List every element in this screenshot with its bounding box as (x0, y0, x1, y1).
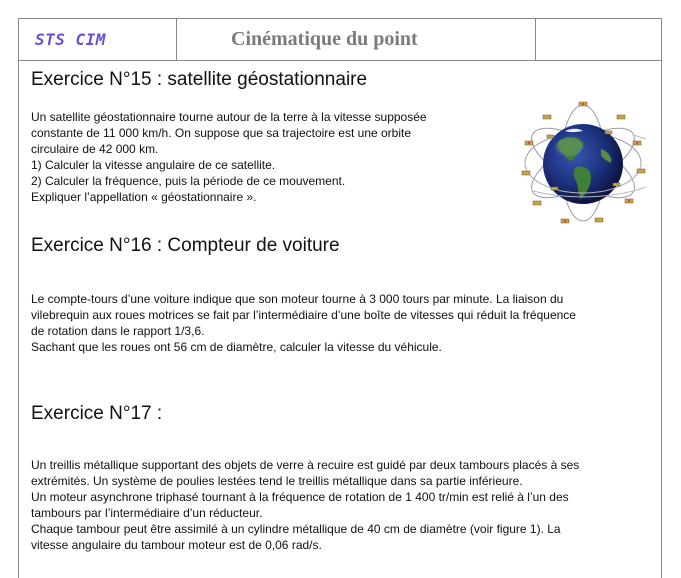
text-line: Un satellite géostationnaire tourne autour de la terre à la vitesse supposée (31, 110, 427, 124)
text-line: 1) Calculer la vitesse angulaire de ce satellite. (31, 158, 276, 172)
header-cell-course (19, 19, 177, 60)
text-line: constante de 11 000 km/h. On suppose que sa trajectoire est une orbite (31, 126, 412, 140)
document-page (18, 18, 662, 578)
text-line: vilebrequin aux roues motrices se fait par l’intermédiaire d’une boîte de vitesses qui réduit la fréquence (31, 308, 576, 322)
text-line: vitesse angulaire du tambour moteur est de 0,06 rad/s. (31, 538, 322, 552)
exercise-15-text (31, 109, 427, 205)
text-line: de rotation dans le rapport 1/3,6. (31, 324, 205, 338)
text-line: Sachant que les roues ont 56 cm de diamètre, calculer la vitesse du véhicule. (31, 340, 442, 354)
course-label: STS CIM (35, 30, 106, 49)
text-line: Un treillis métallique supportant des objets de verre à recuire est guidé par deux tambours placés à ses (31, 458, 580, 472)
satellite-constellation-globe-icon (521, 101, 646, 226)
text-line: extrémités. Un système de poulies lestées tend le treillis métallique dans sa partie inférieure. (31, 474, 523, 488)
text-line: 2) Calculer la fréquence, puis la période de ce mouvement. (31, 174, 346, 188)
exercise-16-title: Exercice N°16 : Compteur de voiture (31, 235, 340, 256)
exercise-17-text (31, 457, 579, 553)
exercise-17-title: Exercice N°17 : (31, 403, 163, 424)
globe-illustration (521, 101, 646, 226)
header-cell-empty (536, 19, 661, 60)
text-line: Expliquer l’appellation « géostationnaire ». (31, 190, 257, 204)
exercise-15-title: Exercice N°15 : satellite géostationnaire (31, 69, 368, 90)
document-title: Cinématique du point (231, 28, 418, 50)
text-line: Un moteur asynchrone triphasé tournant à la fréquence de rotation de 1 400 tr/min est relié à l’un des (31, 490, 569, 504)
text-line: Chaque tambour peut être assimilé à un cylindre métallique de 40 cm de diamètre (voir figure 1). La (31, 522, 561, 536)
text-line: Le compte-tours d’une voiture indique que son moteur tourne à 3 000 tours par minute. La liaison du (31, 292, 564, 306)
exercise-16-text (31, 291, 576, 355)
header-table (19, 19, 661, 61)
header-cell-title (177, 19, 536, 60)
text-line: tambours par l’intermédiaire d’un réducteur. (31, 506, 263, 520)
text-line: circulaire de 42 000 km. (31, 142, 159, 156)
